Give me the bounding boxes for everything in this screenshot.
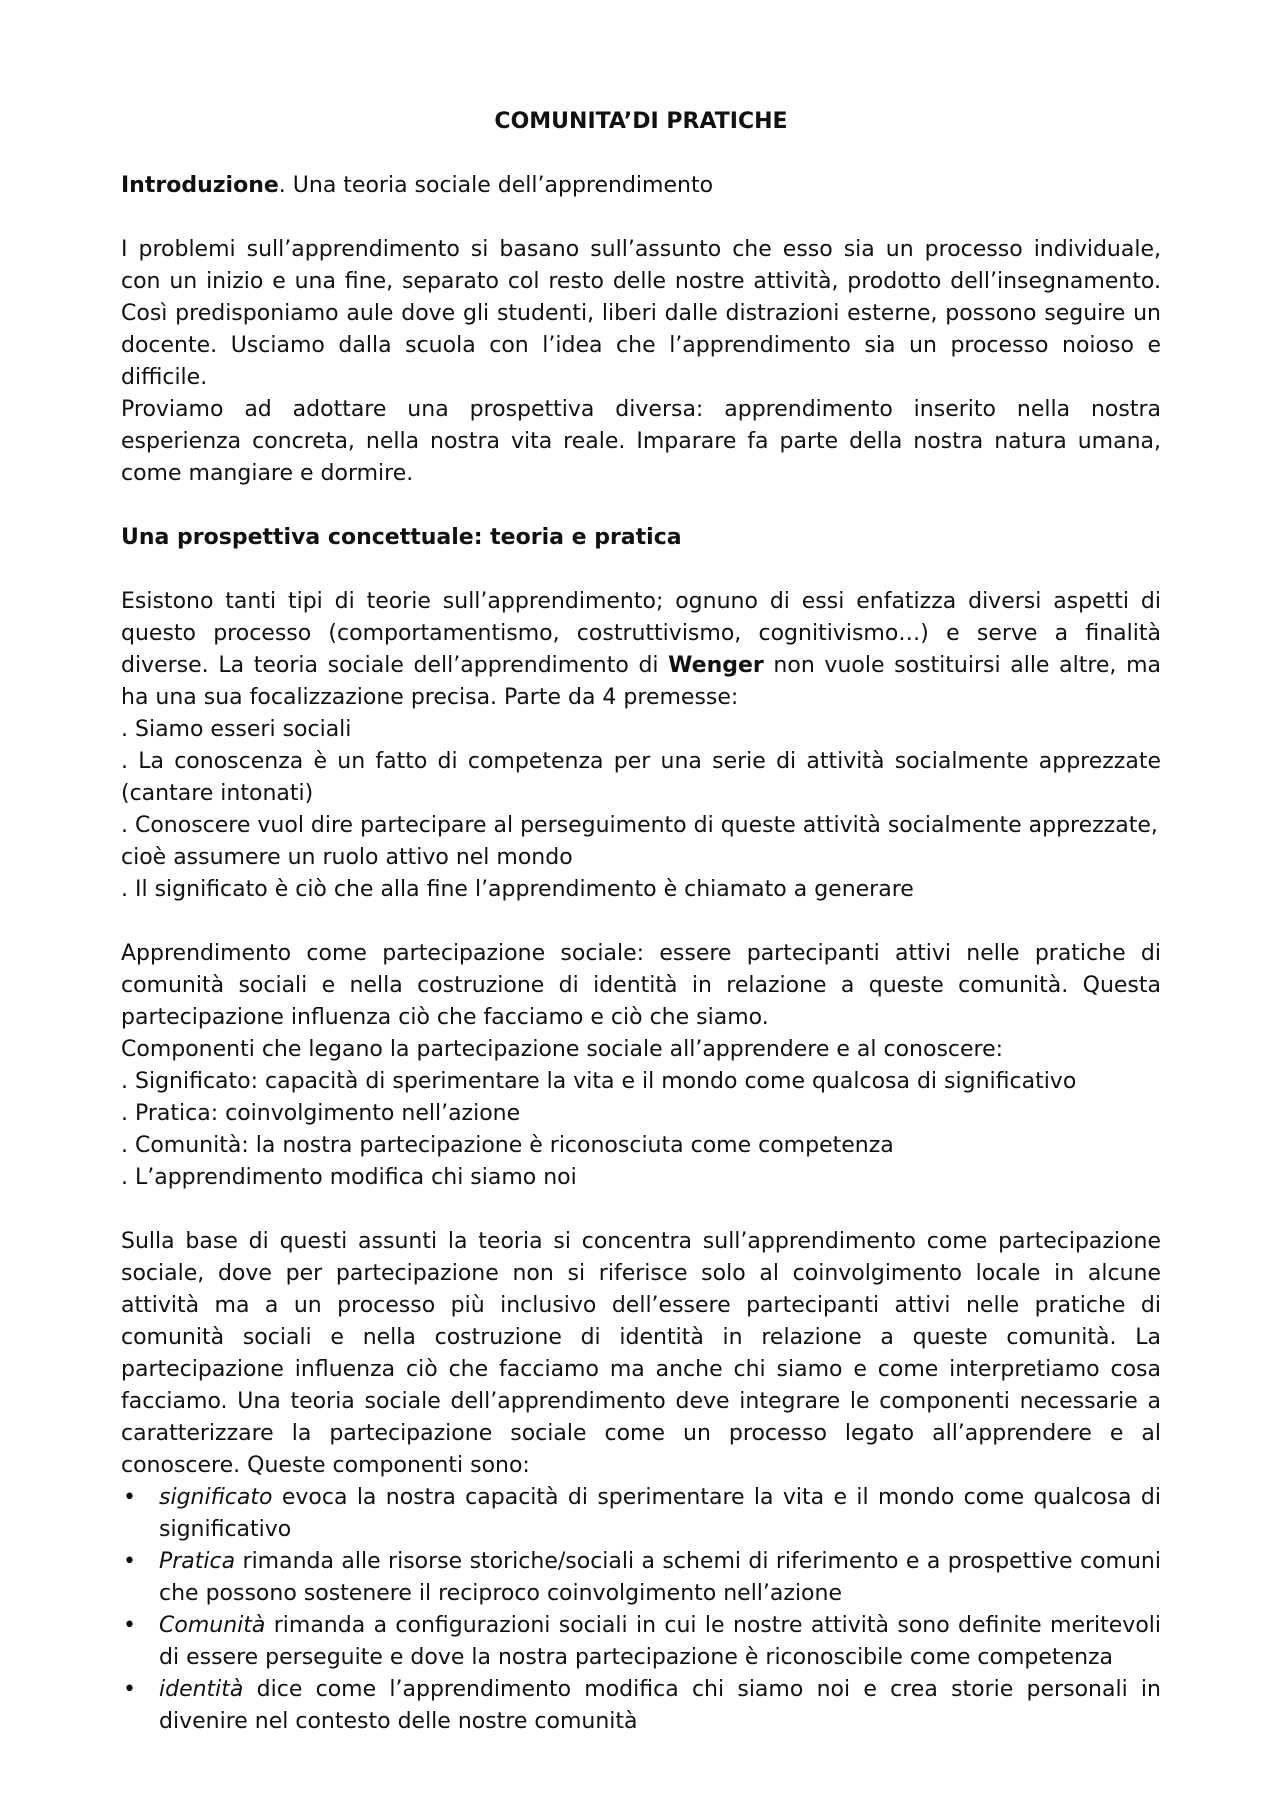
components-bullet-list — [121, 1482, 1161, 1738]
premise-item: . Conoscere vuol dire partecipare al perseguimento di queste attività socialmente apprezzate, — [121, 813, 1158, 838]
component-item: . L’apprendimento modifica chi siamo noi — [121, 1165, 577, 1190]
intro-heading-bold: Introduzione — [121, 173, 279, 198]
premise-item: cioè assumere un ruolo attivo nel mondo — [121, 845, 573, 870]
bullet-term: identità — [159, 1677, 244, 1702]
paragraph-text: non vuole sostituirsi alle altre, ma ha una sua focalizzazione precisa. Parte da 4 premesse: — [121, 653, 1161, 710]
bullet-icon: • — [123, 1485, 136, 1510]
bullet-text: dice come l’apprendimento modifica chi siamo noi e crea storie personali in divenire nel contesto delle nostre comunità — [159, 1677, 1161, 1734]
paragraph-text: Esistono tanti tipi di teorie sull’apprendimento; ognuno di essi enfatizza diversi aspetti di questo processo (comportamentismo, costruttivismo, cognitivismo…) e serve a finalità diverse. La teoria sociale dell’apprendimento di — [121, 589, 1161, 678]
intro-paragraph-1: I problemi sull’apprendimento si basano sull’assunto che esso sia un processo individuale, con un inizio e una fine, separato col resto delle nostre attività, prodotto dell’insegnamento. Così predisponiamo aule dove gli studenti, liberi dalle distrazioni esterne, possono seguire un docente. Usciamo dalla scuola con l’idea che l’apprendimento sia un processo noioso e difficile. — [121, 237, 1161, 390]
intro-paragraph-2: Proviamo ad adottare una prospettiva diversa: apprendimento inserito nella nostra esperienza concreta, nella nostra vita reale. Imparare fa parte della nostra natura umana, come mangiare e dormire. — [121, 397, 1161, 486]
bullet-icon: • — [123, 1677, 136, 1702]
bullet-term: significato — [159, 1485, 273, 1510]
bullet-term: Pratica — [159, 1549, 236, 1574]
section-paragraph-4: Sulla base di questi assunti la teoria si concentra sull’apprendimento come partecipazione sociale, dove per partecipazione non si riferisce solo al coinvolgimento locale in alcune attività ma a un processo più inclusivo dell’essere partecipanti attivi nelle pratiche di comunità sociali e nella costruzione di identità in relazione a queste comunità. La partecipazione influenza ciò che facciamo ma anche chi siamo e come interpretiamo cosa facciamo. Una teoria sociale dell’apprendimento deve integrare le componenti necessarie a caratterizzare la partecipazione sociale come un processo legato all’apprendere e al conoscere. Queste componenti sono: — [121, 1229, 1161, 1478]
section-heading-text: Una prospettiva concettuale: teoria e pratica — [121, 525, 682, 550]
bullet-text: rimanda alle risorse storiche/sociali a schemi di riferimento e a prospettive comuni che possono sostenere il reciproco coinvolgimento nell’azione — [159, 1549, 1161, 1606]
component-item: . Pratica: coinvolgimento nell’azione — [121, 1101, 521, 1126]
bullet-text: rimanda a configurazioni sociali in cui le nostre attività sono definite meritevoli di essere perseguite e dove la nostra partecipazione è riconoscibile come competenza — [159, 1613, 1161, 1670]
document-title: COMUNITA’DI PRATICHE — [494, 109, 788, 134]
bullet-item — [121, 1482, 1161, 1546]
component-item: . Significato: capacità di sperimentare la vita e il mondo come qualcosa di significativo — [121, 1069, 1077, 1094]
author-name: Wenger — [668, 653, 764, 678]
bullet-text: evoca la nostra capacità di sperimentare la vita e il mondo come qualcosa di significativo — [159, 1485, 1161, 1542]
spacer — [121, 1194, 1161, 1226]
premise-item: . La conoscenza è un fatto di competenza per una serie di attività socialmente apprezzate (cantare intonati) — [121, 749, 1161, 806]
spacer — [121, 202, 1161, 234]
spacer — [121, 490, 1161, 522]
section-heading — [121, 522, 1161, 554]
spacer — [121, 906, 1161, 938]
section-paragraph-2: Apprendimento come partecipazione sociale: essere partecipanti attivi nelle pratiche di comunità sociali e nella costruzione di identità in relazione a queste comunità. Questa partecipazione influenza ciò che facciamo e ciò che siamo. — [121, 941, 1161, 1030]
premise-item: . Il significato è ciò che alla fine l’apprendimento è chiamato a generare — [121, 877, 914, 902]
document-page — [121, 106, 1161, 1738]
bullet-term: Comunità — [159, 1613, 266, 1638]
bullet-item — [121, 1546, 1161, 1610]
bullet-icon: • — [123, 1613, 136, 1638]
section-paragraph-3: Componenti che legano la partecipazione sociale all’apprendere e al conoscere: — [121, 1037, 1004, 1062]
component-item: . Comunità: la nostra partecipazione è riconosciuta come competenza — [121, 1133, 894, 1158]
bullet-item — [121, 1674, 1161, 1738]
bullet-item — [121, 1610, 1161, 1674]
premise-item: . Siamo esseri sociali — [121, 717, 352, 742]
spacer — [121, 554, 1161, 586]
section-paragraph-1 — [121, 586, 1161, 714]
intro-heading — [121, 170, 1161, 202]
bullet-icon: • — [123, 1549, 136, 1574]
intro-heading-rest: . Una teoria sociale dell’apprendimento — [278, 173, 714, 198]
